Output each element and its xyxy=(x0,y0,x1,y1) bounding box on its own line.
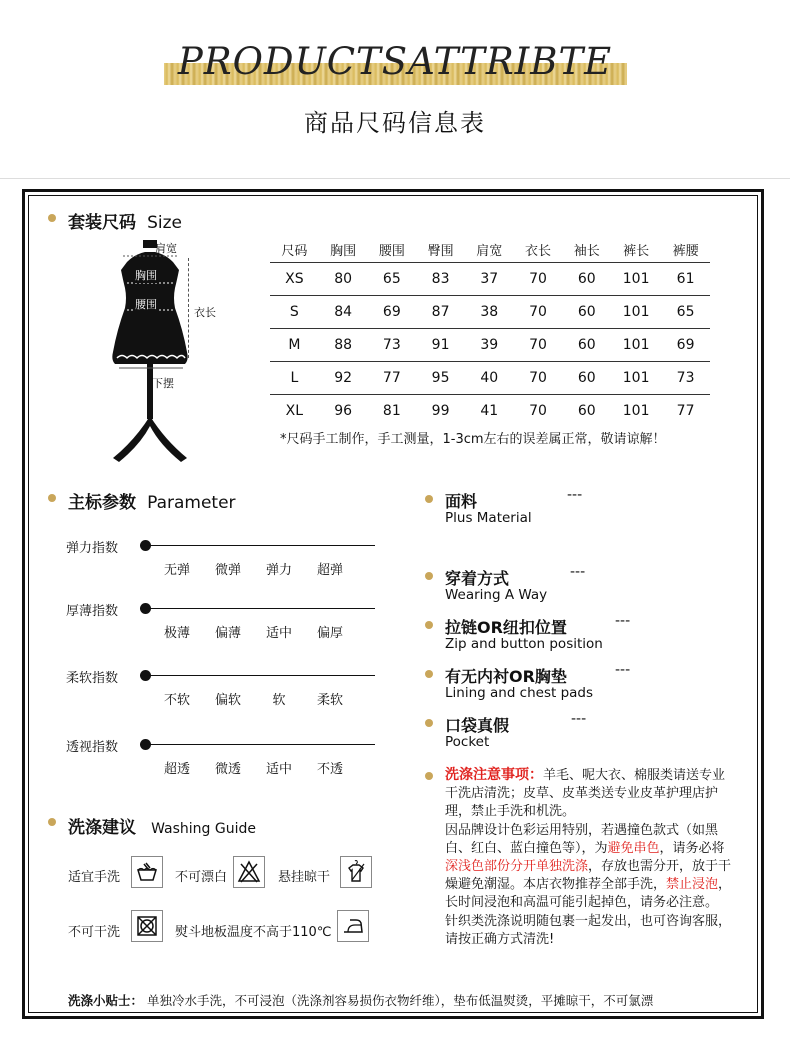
col-header: 臀围 xyxy=(416,236,465,263)
bullet-icon xyxy=(48,214,56,222)
attribute-title: 拉链OR纽扣位置 xyxy=(445,618,567,637)
divider xyxy=(0,178,790,179)
wash-notes-p2b: ，请务必将 xyxy=(659,840,725,856)
attribute-subtitle: Zip and button position xyxy=(445,636,603,652)
table-cell: S xyxy=(270,296,319,329)
wash-notes-p1: 羊毛、呢大衣、棉服类请送专业干洗店清洗；皮草、皮革类送专业皮革护理店护理，禁止手洗和机洗。 xyxy=(445,768,726,820)
brand-title: PRODUCTSATTRIBTE xyxy=(177,40,613,83)
table-cell: 95 xyxy=(416,362,465,395)
size-note: *尺码手工制作，手工测量，1-3cm左右的误差属正常，敬请谅解！ xyxy=(280,432,666,447)
washing-tips xyxy=(68,991,653,1009)
parameter-option: 不透 xyxy=(316,762,343,777)
attribute-title: 口袋真假 xyxy=(445,716,510,735)
hang-dry-label: 悬挂晾干 xyxy=(278,870,331,885)
table-cell: 83 xyxy=(416,263,465,296)
parameter-label: 柔软指数 xyxy=(66,671,119,686)
table-cell: 101 xyxy=(611,263,661,296)
wash-notes-p3: 针织类洗涤说明随包裹一起发出，也可咨询客服，请按正确方式清洗! xyxy=(445,913,732,947)
bullet-icon xyxy=(425,719,433,727)
table-cell: 65 xyxy=(661,296,710,329)
table-cell: 39 xyxy=(465,329,514,362)
table-cell: 60 xyxy=(562,329,611,362)
table-header-row xyxy=(270,236,710,263)
table-cell: 101 xyxy=(611,395,661,428)
table-cell: XS xyxy=(270,263,319,296)
table-row xyxy=(270,263,710,296)
length-indicator xyxy=(188,258,190,358)
attribute-title: 穿着方式 xyxy=(445,569,510,588)
washing-guide-title: 洗涤建议 xyxy=(68,818,136,838)
wash-notes-p2a: 因品牌设计色彩运用特别，若遇撞色款式（如黑白、红白、蓝白撞色等），为 xyxy=(445,822,719,856)
table-cell: 60 xyxy=(562,263,611,296)
table-cell: 73 xyxy=(367,329,416,362)
parameter-scale-line xyxy=(140,675,375,676)
attribute-subtitle: Plus Material xyxy=(445,510,532,526)
parameter-option: 偏软 xyxy=(214,693,241,708)
bullet-icon xyxy=(425,495,433,503)
col-header: 裤腰 xyxy=(661,236,710,263)
attribute-subtitle: Wearing A Way xyxy=(445,587,548,603)
wash-notes-p2d: ，长时间浸泡和高温可能引起掉色，请务必注意。 xyxy=(445,877,732,911)
table-cell: 77 xyxy=(367,362,416,395)
iron-icon xyxy=(337,910,369,942)
bullet-icon xyxy=(48,818,56,826)
parameter-scale-line xyxy=(140,608,375,609)
attribute-value: --- xyxy=(615,662,631,678)
table-cell: 80 xyxy=(319,263,368,296)
col-header: 腰围 xyxy=(367,236,416,263)
table-cell: 60 xyxy=(562,395,611,428)
table-cell: 70 xyxy=(514,263,563,296)
wash-notes-red2: 深浅色部份分开单独洗涤 xyxy=(445,859,589,875)
size-table xyxy=(270,236,710,427)
table-cell: 99 xyxy=(416,395,465,428)
parameter-label: 弹力指数 xyxy=(66,541,119,556)
col-header: 尺码 xyxy=(270,236,319,263)
wash-notes-red1: 避免串色 xyxy=(607,840,660,856)
wash-notes-heading: 洗涤注意事项： xyxy=(445,767,543,783)
table-cell: 88 xyxy=(319,329,368,362)
washing-guide-heading xyxy=(68,813,256,838)
table-cell: 60 xyxy=(562,362,611,395)
parameter-label: 厚薄指数 xyxy=(66,604,119,619)
washing-guide-title-en: Washing Guide xyxy=(151,821,256,837)
parameter-marker xyxy=(140,603,151,614)
size-section-heading xyxy=(68,208,182,233)
parameter-option: 超弹 xyxy=(316,563,343,578)
table-cell: XL xyxy=(270,395,319,428)
attribute-title: 面料 xyxy=(445,492,478,511)
parameter-option: 偏薄 xyxy=(214,626,241,641)
parameter-option: 微透 xyxy=(214,762,241,777)
table-row xyxy=(270,296,710,329)
parameter-scale-line xyxy=(140,744,375,745)
parameter-marker xyxy=(140,739,151,750)
table-cell: 60 xyxy=(562,296,611,329)
col-header: 衣长 xyxy=(514,236,563,263)
table-cell: 70 xyxy=(514,362,563,395)
parameter-option: 适中 xyxy=(265,626,292,641)
waist-label: 腰围 xyxy=(135,298,157,311)
parameter-title-en: Parameter xyxy=(147,493,236,513)
chest-label: 胸围 xyxy=(135,269,157,282)
tips-text: 单独冷水手洗，不可浸泡（洗涤剂容易损伤衣物纤维），垫布低温熨烫，平摊晾干，不可氯漂 xyxy=(147,993,654,1008)
table-cell: 81 xyxy=(367,395,416,428)
parameter-option: 软 xyxy=(272,693,286,708)
parameter-option: 无弹 xyxy=(163,563,190,578)
attribute-title: 有无内衬OR胸垫 xyxy=(445,667,567,686)
page-title: 商品尺码信息表 xyxy=(304,109,486,137)
table-cell: 96 xyxy=(319,395,368,428)
attribute-subtitle: Lining and chest pads xyxy=(445,685,594,701)
bullet-icon xyxy=(425,772,433,780)
bullet-icon xyxy=(48,494,56,502)
hand-wash-icon xyxy=(131,856,163,888)
table-cell: 101 xyxy=(611,329,661,362)
size-title-en: Size xyxy=(147,213,182,233)
col-header: 裤长 xyxy=(611,236,661,263)
table-cell: 87 xyxy=(416,296,465,329)
shoulder-label: 肩宽 xyxy=(155,242,177,255)
hand-wash-label: 适宜手洗 xyxy=(68,870,121,885)
no-bleach-icon xyxy=(233,856,265,888)
table-cell: 70 xyxy=(514,296,563,329)
col-header: 肩宽 xyxy=(465,236,514,263)
tips-label: 洗涤小贴士： xyxy=(68,993,144,1008)
hang-dry-icon xyxy=(340,856,372,888)
table-cell: 38 xyxy=(465,296,514,329)
size-title: 套装尺码 xyxy=(68,213,136,233)
table-row xyxy=(270,329,710,362)
parameter-marker xyxy=(140,670,151,681)
table-cell: 92 xyxy=(319,362,368,395)
table-cell: 37 xyxy=(465,263,514,296)
parameter-option: 微弹 xyxy=(214,563,241,578)
no-bleach-label: 不可漂白 xyxy=(175,870,228,885)
table-cell: 84 xyxy=(319,296,368,329)
table-cell: M xyxy=(270,329,319,362)
table-cell: 101 xyxy=(611,296,661,329)
no-dry-clean-icon xyxy=(131,910,163,942)
table-cell: 91 xyxy=(416,329,465,362)
parameter-option: 极薄 xyxy=(163,626,190,641)
parameter-option: 不软 xyxy=(163,693,190,708)
table-row xyxy=(270,362,710,395)
attribute-value: --- xyxy=(615,613,631,629)
table-row xyxy=(270,395,710,428)
table-cell: 65 xyxy=(367,263,416,296)
wash-notes-red3: 禁止浸泡 xyxy=(666,877,719,893)
table-cell: 70 xyxy=(514,329,563,362)
table-cell: 61 xyxy=(661,263,710,296)
attribute-subtitle: Pocket xyxy=(445,734,490,750)
parameter-option: 柔软 xyxy=(316,693,343,708)
table-cell: 101 xyxy=(611,362,661,395)
parameter-option: 偏厚 xyxy=(316,626,343,641)
table-cell: L xyxy=(270,362,319,395)
col-header: 胸围 xyxy=(319,236,368,263)
parameter-option: 弹力 xyxy=(265,563,292,578)
parameter-marker xyxy=(140,540,151,551)
parameter-label: 透视指数 xyxy=(66,740,119,755)
no-dry-clean-label: 不可干洗 xyxy=(68,925,121,940)
table-cell: 73 xyxy=(661,362,710,395)
bullet-icon xyxy=(425,670,433,678)
wash-notes-p2c: ，存放也需分开，放于干燥避免潮湿。本店衣物推荐全部手洗， xyxy=(445,859,732,893)
parameter-scale-line xyxy=(140,545,375,546)
table-cell: 40 xyxy=(465,362,514,395)
attribute-value: --- xyxy=(570,564,586,580)
length-label: 衣长 xyxy=(194,306,216,319)
table-cell: 77 xyxy=(661,395,710,428)
parameter-title: 主标参数 xyxy=(68,493,136,513)
iron-label: 熨斗地板温度不高于110℃ xyxy=(175,925,332,940)
attribute-value: --- xyxy=(571,711,587,727)
parameter-section-heading xyxy=(68,488,236,513)
table-cell: 41 xyxy=(465,395,514,428)
bullet-icon xyxy=(425,572,433,580)
attribute-value: --- xyxy=(567,487,583,503)
parameter-option: 适中 xyxy=(265,762,292,777)
table-cell: 69 xyxy=(367,296,416,329)
col-header: 袖长 xyxy=(562,236,611,263)
hem-label: 下摆 xyxy=(152,377,174,390)
table-cell: 70 xyxy=(514,395,563,428)
table-cell: 69 xyxy=(661,329,710,362)
bullet-icon xyxy=(425,621,433,629)
wash-notes xyxy=(445,766,735,949)
parameter-option: 超透 xyxy=(163,762,190,777)
